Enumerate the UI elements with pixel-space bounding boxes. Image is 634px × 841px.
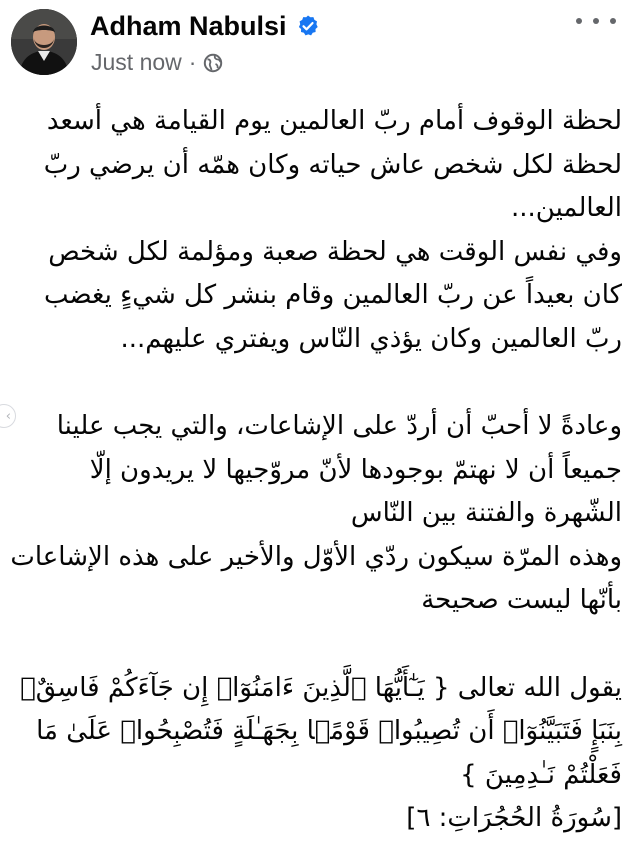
- paragraph-spacer: [10, 623, 622, 667]
- author-row: [90, 8, 320, 44]
- post-meta: [91, 47, 223, 77]
- post-paragraph: لحظة الوقوف أمام ربّ العالمين يوم القيامة هي أسعد لحظة لكل شخص عاش حياته وكان همّه أن يرضي ربّ العالمين...: [43, 106, 622, 223]
- author-name[interactable]: Adham Nabulsi: [90, 10, 287, 41]
- verse-reference: [سُورَةُ الحُجُرَاتِ: ٦]: [406, 803, 622, 833]
- avatar[interactable]: [11, 9, 77, 75]
- post-body: [10, 100, 622, 841]
- paragraph-spacer: [10, 361, 622, 405]
- post-paragraph: وعادةً لا أحبّ أن أردّ على الإشاعات، والتي يجب علينا جميعاً أن لا نهتمّ بوجودها لأنّ مروّجيها لا يريدون إلّا الشّهرة والفتنة بين النّاس: [56, 411, 622, 528]
- post-paragraph: وفي نفس الوقت هي لحظة صعبة ومؤلمة لكل شخص كان بعيداً عن ربّ العالمين وقام بنشر كل شيءٍ يغضب ربّ العالمين وكان يؤذي النّاس ويفتري عليهم...: [43, 236, 622, 354]
- meta-separator: ·: [188, 48, 197, 75]
- quran-verse: يقول الله تعالى { يَـٰٓأَيُّهَا ٱلَّذِينَ ءَامَنُوٓا۟ إِن جَآءَكُمْ فَاسِقٌۢ بِنَبَإٍ فَتَبَيَّنُوٓا۟ أَن تُصِيبُوا۟ قَوْمًۢا بِجَهَـٰلَةٍ فَتُصْبِحُوا۟ عَلَىٰ مَا فَعَلْتُمْ نَـٰدِمِينَ }: [20, 672, 622, 790]
- more-options-icon: [576, 18, 582, 24]
- timestamp[interactable]: Just now: [91, 48, 182, 75]
- post-paragraph: وهذه المرّة سيكون ردّي الأوّل والأخير على هذه الإشاعات بأنّها ليست صحيحة: [10, 541, 622, 615]
- verified-badge-icon: [296, 14, 320, 38]
- globe-icon[interactable]: [203, 52, 223, 72]
- carousel-left-arrow-icon[interactable]: ‹: [0, 404, 16, 428]
- more-options-button[interactable]: [576, 14, 616, 28]
- post-header: [0, 0, 634, 82]
